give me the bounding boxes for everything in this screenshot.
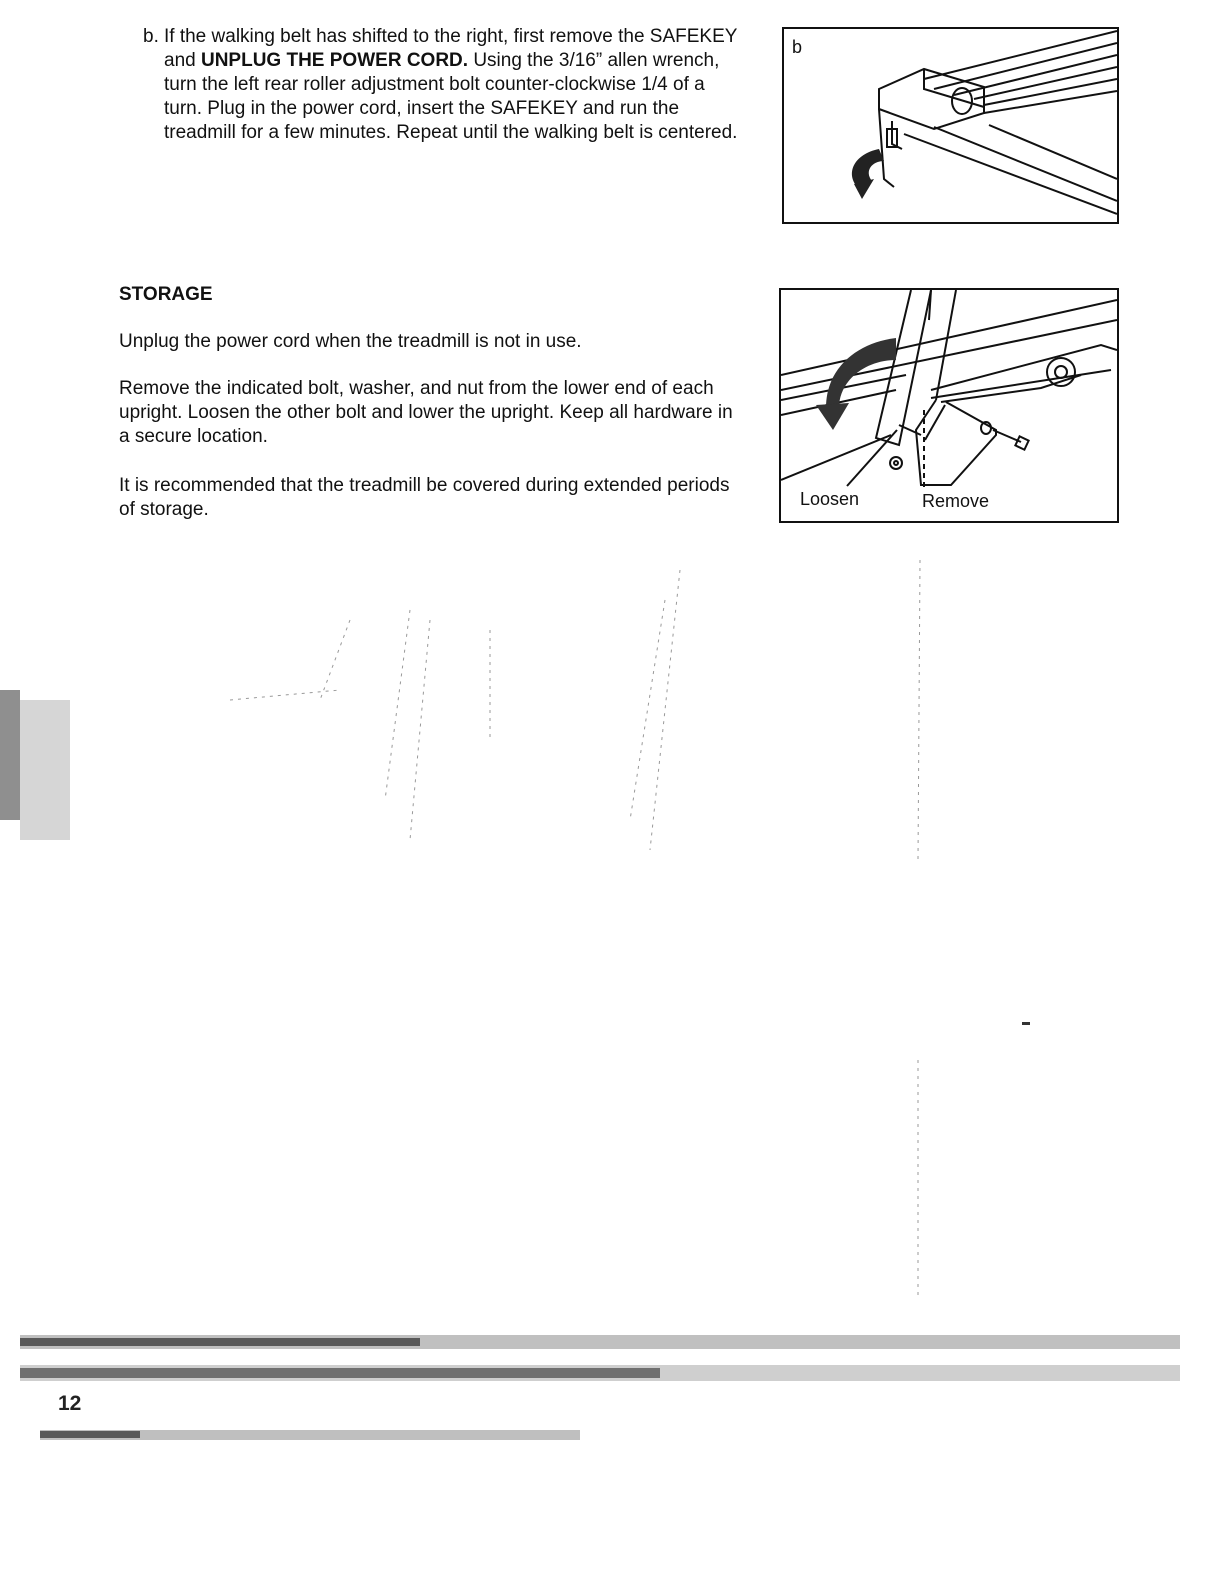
storage-paragraph-2: Remove the indicated bolt, washer, and nut from the lower end of each upright. Loosen the other bolt and lower the upright. Keep all hardware in a secure location. [119, 378, 733, 447]
step-b-text [164, 25, 743, 145]
storage-paragraph-3: It is recommended that the treadmill be covered during extended periods of storage. [119, 475, 730, 520]
page-number: 12 [58, 1392, 82, 1415]
remove-label: Remove [922, 491, 990, 511]
roller-adjustment-illustration [784, 29, 1117, 222]
figure-storage-upright [779, 288, 1119, 523]
step-b-emphasis: UNPLUG THE POWER CORD. [200, 50, 469, 71]
upright-folding-illustration [781, 290, 1117, 521]
step-b-marker: b. [143, 26, 159, 47]
step-b-paragraph [143, 25, 743, 145]
storage-paragraph-1: Unplug the power cord when the treadmill is not in use. [119, 331, 582, 352]
loosen-label: Loosen [800, 489, 860, 509]
figure-b-roller-adjustment [782, 27, 1119, 224]
storage-heading: STORAGE [119, 284, 213, 305]
step-b-text-part2: Using the 3/16” allen wrench, turn the left rear roller adjustment bolt counter-clockwise 1/4 of a turn. Plug in the power cord, insert the SAFEKEY and run the treadmill for a few minutes. Repeat until the walking belt is centered. [164, 50, 738, 143]
figure-b-label: b [792, 37, 803, 57]
step-b-text-part1: If the walking belt has shifted to the right, first remove the SAFEKEY and [164, 26, 738, 71]
